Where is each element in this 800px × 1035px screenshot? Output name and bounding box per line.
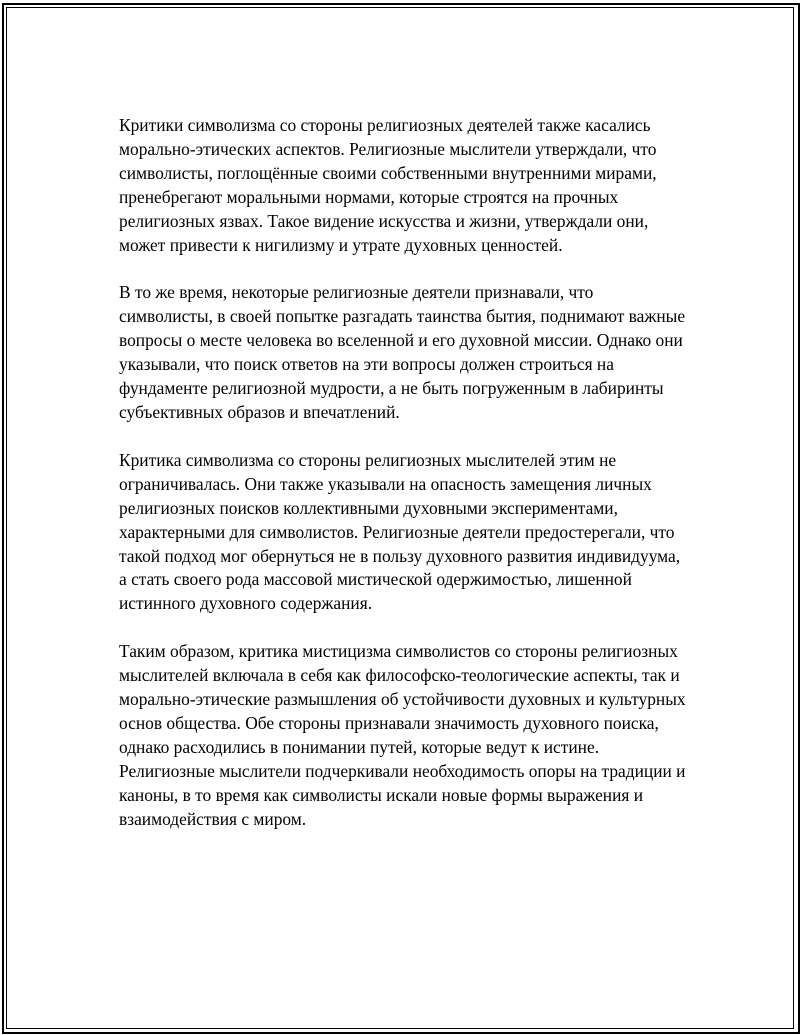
document-body (119, 114, 689, 855)
paragraph-2: В то же время, некоторые религиозные деятели признавали, что символисты, в своей попытке разгадать таинства бытия, поднимают важные вопросы о месте человека во вселенной и его духовной миссии. Однако они указывали, что поиск ответов на эти вопросы должен строиться на фундаменте религиозной мудрости, а не быть погруженным в лабиринты субъективных образов и впечатлений. (119, 282, 686, 422)
paragraph-1: Критики символизма со стороны религиозных деятелей также касались морально-этических аспектов. Религиозные мыслители утверждали, что символисты, поглощённые своими собственными внутренними мирами, пренебрегают моральными нормами, которые строятся на прочных религиозных язвах. Такое видение искусства и жизни, утверждали они, может привести к нигилизму и утрате духовных ценностей. (119, 115, 657, 255)
paragraph-4: Таким образом, критика мистицизма символистов со стороны религиозных мыслителей включала в себя как философско-теологические аспекты, так и морально-этические размышления об устойчивости духовных и культурных основ общества. Обе стороны признавали значимость духовного поиска, однако расходились в понимании путей, которые ведут к истине. Религиозные мыслители подчеркивали необходимость опоры на традиции и каноны, в то время как символисты искали новые формы выражения и взаимодействия с миром. (119, 641, 686, 829)
paragraph-3: Критика символизма со стороны религиозных мыслителей этим не ограничивалась. Они также указывали на опасность замещения личных религиозных поисков коллективными духовными экспериментами, характерными для символистов. Религиозные деятели предостерегали, что такой подход мог обернуться не в пользу духовного развития индивидуума, а стать своего рода массовой мистической одержимостью, лишенной истинного духовного содержания. (119, 449, 681, 614)
